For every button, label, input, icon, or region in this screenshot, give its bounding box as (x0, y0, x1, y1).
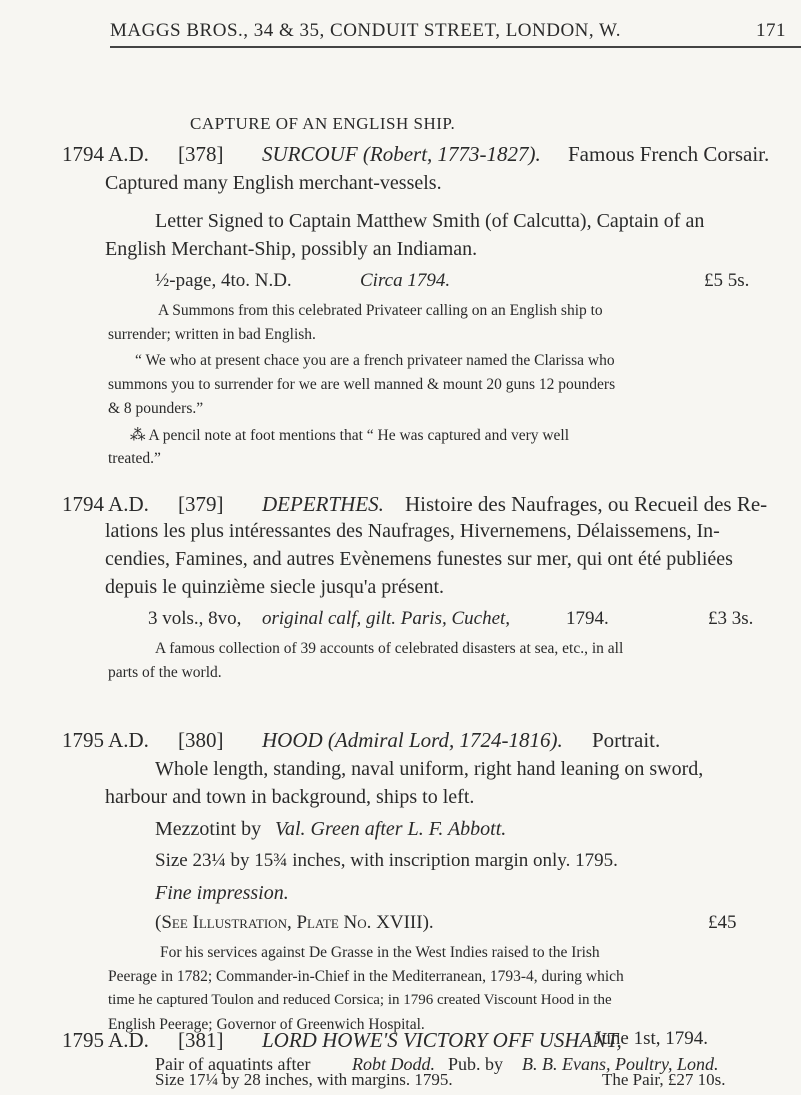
entry-number: [378] (178, 142, 224, 166)
entry-price: £5 5s. (704, 270, 750, 291)
entry-line: harbour and town in background, ships to left. (105, 786, 475, 808)
entry-note: A famous collection of 39 accounts of celebrated disasters at sea, etc., in all (155, 640, 624, 657)
header-rule (110, 46, 801, 48)
entry-line: Captured many English merchant-vessels. (105, 172, 442, 194)
page-number: 171 (756, 20, 786, 41)
entry-title-rest: Famous French Corsair. (568, 142, 770, 166)
entry-note: surrender; written in bad English. (108, 326, 316, 343)
entry-line: Pub. by (448, 1054, 504, 1074)
entry-note: For his services against De Grasse in the West Indies raised to the Irish (160, 944, 600, 961)
entry-note: Peerage in 1782; Commander-in-Chief in the Mediterranean, 1793-4, during which (108, 968, 624, 985)
entry-year: 1794 A.D. (62, 142, 149, 166)
entry-line: Whole length, standing, naval uniform, right hand leaning on sword, (155, 758, 704, 780)
entry-price: £45 (708, 912, 737, 933)
entry-note: “ We who at present chace you are a french privateer named the Clarissa who (135, 352, 615, 369)
entry-title: HOOD (Admiral Lord, 1724-1816). (262, 728, 563, 752)
entry-note: ⁂ A pencil note at foot mentions that “ He was captured and very well (130, 427, 570, 444)
entry-line: depuis le quinzième siecle jusqu'a présent. (105, 576, 445, 598)
entry-title: LORD HOWE'S VICTORY OFF USHANT, (262, 1028, 622, 1052)
entry-title-rest: June 1st, 1794. (594, 1028, 708, 1049)
entry-title: DEPERTHES. (262, 492, 384, 516)
entry-price: The Pair, £27 10s. (602, 1070, 726, 1089)
entry-mezzotint: Mezzotint by (155, 818, 262, 840)
entry-date: Circa 1794. (360, 270, 451, 291)
entry-year: 1794 A.D. (62, 492, 149, 516)
entry-publisher: B. B. Evans, Poultry, Lond. (522, 1054, 719, 1074)
page-header (110, 20, 800, 42)
entry-number: [380] (178, 728, 224, 752)
entry-format: ½-page, 4to. N.D. (155, 270, 292, 291)
entry-title-rest: Histoire des Naufrages, ou Recueil des Re- (405, 492, 768, 516)
entry-description: Letter Signed to Captain Matthew Smith (of Calcutta), Captain of an (155, 210, 705, 232)
entry-line: lations les plus intéressantes des Naufrages, Hivernemens, Délaissemens, In- (105, 520, 720, 542)
entry-mezzotint-artist: Val. Green after L. F. Abbott. (275, 818, 507, 840)
entry-title: SURCOUF (Robert, 1773-1827). (262, 142, 541, 166)
section-heading: CAPTURE OF AN ENGLISH SHIP. (190, 114, 456, 133)
entry-artist: Robt Dodd. (352, 1054, 435, 1074)
entry-number: [379] (178, 492, 224, 516)
entry-line: Pair of aquatints after (155, 1054, 311, 1074)
entry-impression: Fine impression. (155, 882, 289, 904)
entry-description: English Merchant-Ship, possibly an Indiaman. (105, 238, 478, 260)
entry-year: 1795 A.D. (62, 728, 149, 752)
entry-year: 1795 A.D. (62, 1028, 149, 1052)
entry-note: parts of the world. (108, 664, 222, 681)
entry-format: 3 vols., 8vo, (148, 608, 242, 629)
entry-line: cendies, Famines, and autres Evènemens funestes sur mer, qui ont été publiées (105, 548, 733, 570)
entry-note: & 8 pounders.” (108, 400, 204, 417)
entry-note: time he captured Toulon and reduced Corsica; in 1796 created Viscount Hood in the (108, 992, 612, 1008)
entry-title-rest: Portrait. (592, 728, 661, 752)
entry-see-illustration: (See Illustration, Plate No. XVIII). (155, 912, 434, 933)
entry-format-italic: original calf, gilt. Paris, Cuchet, (262, 608, 511, 629)
entry-note: A Summons from this celebrated Privateer calling on an English ship to (158, 302, 603, 319)
entry-size: Size 23¼ by 15¾ inches, with inscription margin only. 1795. (155, 850, 618, 871)
entry-number: [381] (178, 1028, 224, 1052)
entry-size: Size 17¼ by 28 inches, with margins. 1795. (155, 1070, 453, 1089)
header-title: MAGGS BROS., 34 & 35, CONDUIT STREET, LONDON, W. (110, 20, 621, 41)
entry-note: English Peerage; Governor of Greenwich Hospital. (108, 1016, 425, 1033)
entry-note: summons you to surrender for we are well manned & mount 20 guns 12 pounders (108, 376, 616, 393)
entry-date: 1794. (566, 608, 609, 629)
entry-price: £3 3s. (708, 608, 754, 629)
entry-note: treated.” (108, 450, 161, 467)
